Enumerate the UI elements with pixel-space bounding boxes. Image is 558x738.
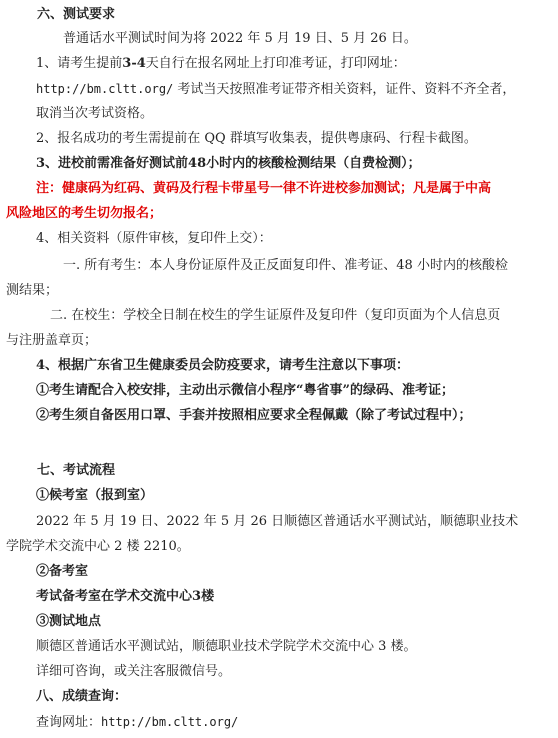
step-1-title: ①候考室（报到室） [36,488,154,503]
step-2-floor: 3 [192,589,202,604]
item-1-days: 3-4 [122,56,146,71]
warning-note-line-1: 注：健康码为红码、黄码及行程卡带星号一律不许进校参加测试；凡是属于中高 [36,181,492,196]
item-1-url-line [36,80,515,99]
step-2-suffix: 楼 [201,589,215,604]
students-line-2: 与注册盖章页； [6,333,98,348]
item-3-suffix: 小时内的核酸检测结果（自费检测）； [206,156,421,171]
item-4: 4、相关资料（原件审核，复印件上交）： [36,231,272,246]
point-2: ②考生须自备医用口罩、手套并按照相应要求全程佩戴（除了考试过程中）； [36,408,472,423]
query-line [36,713,238,732]
detail-text: 详细可咨询，或关注客服微信号。 [36,664,232,679]
item-1-suffix: 天自行在报名网址上打印准考证，打印网址： [145,56,406,71]
step-3-text: 顺德区普通话水平测试站，顺德职业技术学院学术交流中心 3 楼。 [36,639,417,654]
item-1-end: 取消当次考试资格。 [36,106,154,121]
query-url-link[interactable]: http://bm.cltt.org/ [101,715,239,729]
query-label: 查询网址： [36,715,102,730]
step-2-prefix: 考试备考室在学术交流中心 [36,589,193,604]
section-8-heading: 八、成绩查询： [36,689,128,704]
print-url-link[interactable]: http://bm.cltt.org/ [36,82,174,96]
students-line-1: 二. 在校生：学校全日制在校生的学生证原件及复印件（复印页面为个人信息页 [50,308,501,323]
warning-note-line-2: 风险地区的考生切勿报名； [6,206,163,221]
item-4-epidemic: 4、根据广东省卫生健康委员会防疫要求，请考生注意以下事项： [36,358,410,373]
item-1-prefix: 1、请考生提前 [36,56,123,71]
item-2: 2、报名成功的考生需提前在 QQ 群填写收集表，提供粤康码、行程卡截图。 [36,131,477,146]
section-7-heading: 七、考试流程 [37,463,116,478]
step-1-line-1: 2022 年 5 月 19 日、2022 年 5 月 26 日顺德区普通话水平测试站，顺德职业技术 [36,514,519,529]
item-1-continued: 考试当天按照准考证带齐相关资料，证件、资料不齐全者， [173,82,516,97]
section-6-heading: 六、测试要求 [37,7,116,22]
item-3 [36,155,421,173]
step-2-title: ②备考室 [36,564,89,579]
all-candidates-line-1: 一. 所有考生：本人身份证原件及正反面复印件、准考证、48 小时内的核酸检 [63,258,508,273]
step-2-text [36,588,214,606]
item-1 [36,55,406,73]
point-1: ①考生请配合入校安排，主动出示微信小程序“粤省事”的绿码、准考证； [36,383,454,398]
item-3-hours: 48 [188,156,207,171]
step-1-line-2: 学院学术交流中心 2 楼 2210。 [6,539,190,554]
item-3-prefix: 3、进校前需准备好测试前 [36,156,189,171]
all-candidates-line-2: 测结果； [6,283,59,298]
test-time-text: 普通话水平测试时间为将 2022 年 5 月 19 日、5 月 26 日。 [63,31,417,46]
step-3-title: ③测试地点 [36,614,102,629]
